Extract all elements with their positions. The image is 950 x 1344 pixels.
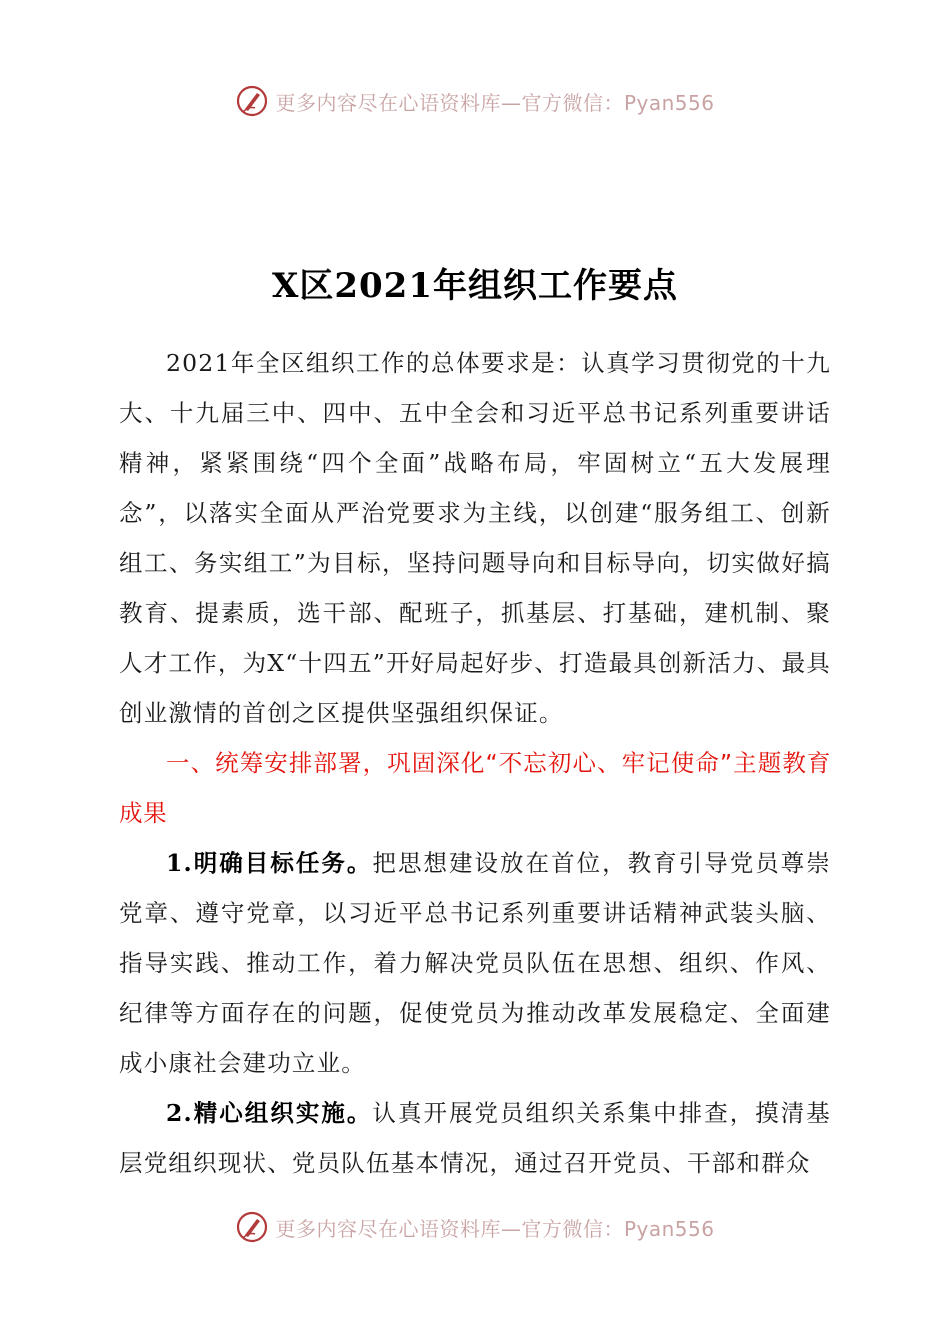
item-lead: 2.精心组织实施。 [166, 1099, 373, 1127]
pen-circle-logo-icon [235, 1210, 269, 1244]
list-item [119, 1088, 831, 1188]
list-item [119, 838, 831, 1088]
watermark-footer [0, 1210, 950, 1244]
item-text: 认真开展党员组织关系集中排查，摸清基层党组织现状、党员队伍基本情况，通过召开党员、干部和群众 [119, 1099, 831, 1177]
section-heading: 一、统筹安排部署，巩固深化“不忘初心、牢记使命”主题教育成果 [119, 749, 831, 827]
item-text: 把思想建设放在首位，教育引导党员尊崇党章、遵守党章，以习近平总书记系列重要讲话精神武装头脑、指导实践、推动工作，着力解决党员队伍在思想、组织、作风、纪律等方面存在的问题，促使党员为推动改革发展稳定、全面建成小康社会建功立业。 [119, 849, 831, 1077]
watermark-text: 更多内容尽在心语资料库—官方微信：Pyan556 [275, 1216, 715, 1241]
document-body [119, 338, 831, 1188]
item-lead: 1.明确目标任务。 [166, 849, 373, 877]
intro-paragraph: 2021年全区组织工作的总体要求是：认真学习贯彻党的十九大、十九届三中、四中、五中全会和习近平总书记系列重要讲话精神，紧紧围绕“四个全面”战略布局，牢固树立“五大发展理念”，以落实全面从严治党要求为主线，以创建“服务组工、创新组工、务实组工”为目标，坚持问题导向和目标导向，切实做好搞教育、提素质，选干部、配班子，抓基层、打基础，建机制、聚人才工作，为X“十四五”开好局起好步、打造最具创新活力、最具创业激情的首创之区提供坚强组织保证。 [119, 349, 831, 727]
watermark-text: 更多内容尽在心语资料库—官方微信：Pyan556 [275, 90, 715, 115]
page-title: X区2021年组织工作要点 [271, 266, 678, 306]
pen-circle-logo-icon [235, 84, 269, 118]
watermark-header [0, 84, 950, 118]
